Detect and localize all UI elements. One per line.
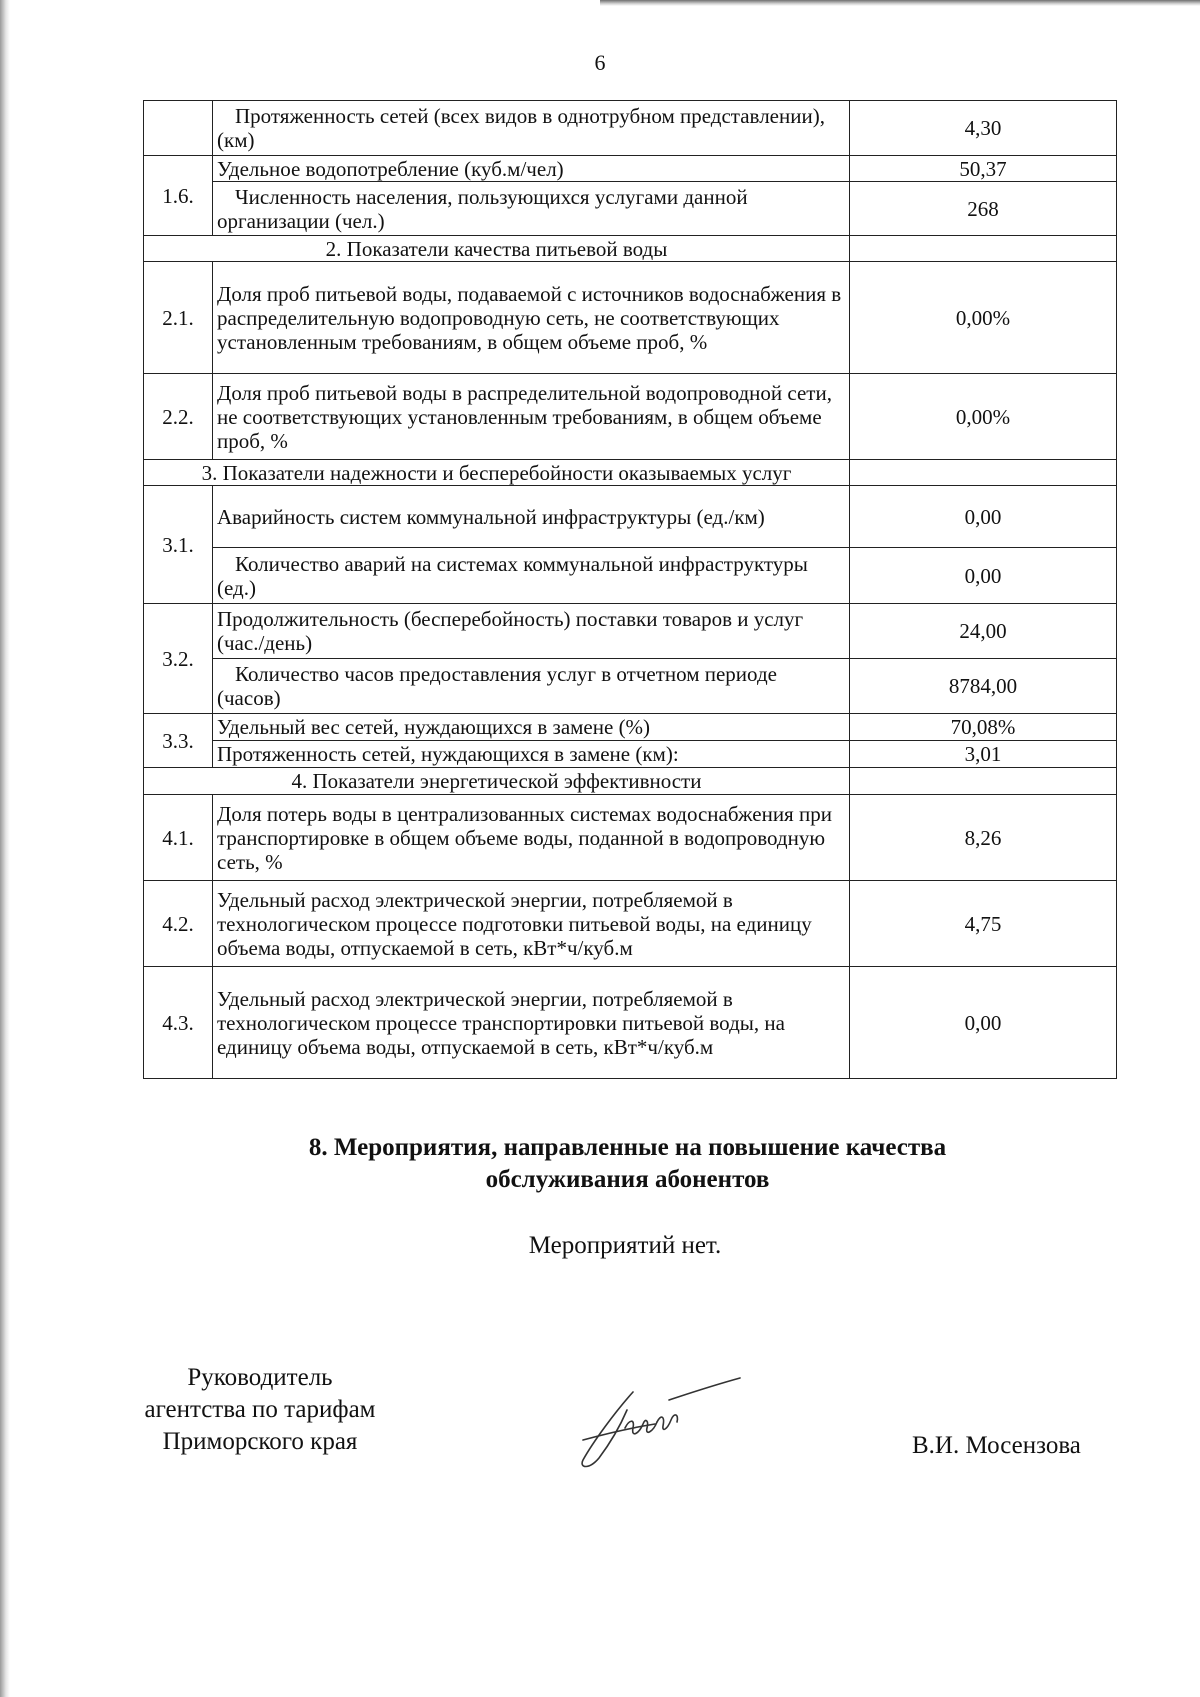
indicator-value: 8784,00 [850,659,1117,714]
section-8-heading-line-1: 8. Мероприятия, направленные на повышение качества [308,1134,947,1161]
row-number: 2.2. [144,374,213,460]
signer-position [110,1362,410,1458]
indicators-table [143,100,1117,1079]
indicator-value: 8,26 [850,795,1117,881]
indicator-name: Доля потерь воды в централизованных системах водоснабжения при транспортировке в общем объеме воды, поданной в водопроводную сеть, % [213,795,850,881]
indicator-value: 3,01 [850,741,1117,768]
row-number: 3.1. [144,486,213,604]
table-row [144,881,1117,967]
indicator-name: Удельное водопотребление (куб.м/чел) [213,156,850,182]
signer-position-line-2: агентства по тарифам [144,1396,376,1423]
section-title: 3. Показатели надежности и бесперебойности оказываемых услуг [144,460,850,486]
table-row [144,741,1117,768]
row-number: 4.1. [144,795,213,881]
table-row [144,156,1117,182]
signer-name: В.И. Мосензова [912,1432,1081,1459]
table-row [144,659,1117,714]
indicator-name: Удельный расход электрической энергии, потребляемой в технологическом процессе подготовки питьевой воды, на единицу объема воды, отпускаемой в сеть, кВт*ч/куб.м [213,881,850,967]
scan-shadow-left [0,0,10,1697]
row-number: 4.2. [144,881,213,967]
indicator-name: Аварийность систем коммунальной инфраструктуры (ед./км) [213,486,850,548]
table-row [144,262,1117,374]
indicator-value: 4,75 [850,881,1117,967]
signer-position-line-1: Руководитель [187,1364,333,1391]
indicator-value: 268 [850,182,1117,236]
indicator-name: Протяженность сетей (всех видов в однотрубном представлении), (км) [213,101,850,156]
table-section-row [144,768,1117,795]
empty-cell [850,768,1117,795]
indicator-value: 0,00 [850,486,1117,548]
table-row [144,486,1117,548]
indicator-value: 0,00 [850,967,1117,1079]
indicator-name: Доля проб питьевой воды в распределительной водопроводной сети, не соответствующих установленным требованиям, в общем объеме проб, % [213,374,850,460]
table-row [144,101,1117,156]
indicator-value: 4,30 [850,101,1117,156]
table-row [144,714,1117,741]
indicator-value: 0,00 [850,548,1117,604]
section-title: 2. Показатели качества питьевой воды [144,236,850,262]
row-number [144,101,213,156]
section-8-heading [200,1132,1055,1196]
table-row [144,182,1117,236]
empty-cell [850,236,1117,262]
table-row [144,374,1117,460]
table-row [144,548,1117,604]
empty-cell [850,460,1117,486]
indicator-value: 24,00 [850,604,1117,659]
indicator-name: Протяженность сетей, нуждающихся в замене (км): [213,741,850,768]
row-number: 3.3. [144,714,213,768]
no-events-note: Мероприятий нет. [528,1232,722,1259]
signer-position-line-3: Приморского края [162,1428,358,1455]
indicator-name: Удельный расход электрической энергии, потребляемой в технологическом процессе транспортировки питьевой воды, на единицу объема воды, отпускаемой в сеть, кВт*ч/куб.м [213,967,850,1079]
indicator-name: Численность населения, пользующихся услугами данной организации (чел.) [213,182,850,236]
indicator-name: Количество часов предоставления услуг в отчетном периоде (часов) [213,659,850,714]
table-row [144,967,1117,1079]
page-number: 6 [594,50,606,75]
section-title: 4. Показатели энергетической эффективности [144,768,850,795]
table-row [144,795,1117,881]
indicator-value: 0,00% [850,262,1117,374]
table-section-row [144,460,1117,486]
section-8-heading-line-2: обслуживания абонентов [485,1166,770,1193]
indicator-name: Количество аварий на системах коммунальной инфраструктуры (ед.) [213,548,850,604]
scan-shadow-top [600,0,1200,6]
indicator-name: Доля проб питьевой воды, подаваемой с источников водоснабжения в распределительную водопроводную сеть, не соответствующих установленным требованиям, в общем объеме проб, % [213,262,850,374]
table-row [144,604,1117,659]
row-number: 3.2. [144,604,213,714]
indicator-value: 70,08% [850,714,1117,741]
table-section-row [144,236,1117,262]
row-number: 2.1. [144,262,213,374]
row-number: 1.6. [144,156,213,236]
indicator-value: 50,37 [850,156,1117,182]
handwritten-signature [575,1372,745,1472]
indicator-name: Удельный вес сетей, нуждающихся в замене (%) [213,714,850,741]
row-number: 4.3. [144,967,213,1079]
indicator-name: Продолжительность (бесперебойность) поставки товаров и услуг (час./день) [213,604,850,659]
indicator-value: 0,00% [850,374,1117,460]
